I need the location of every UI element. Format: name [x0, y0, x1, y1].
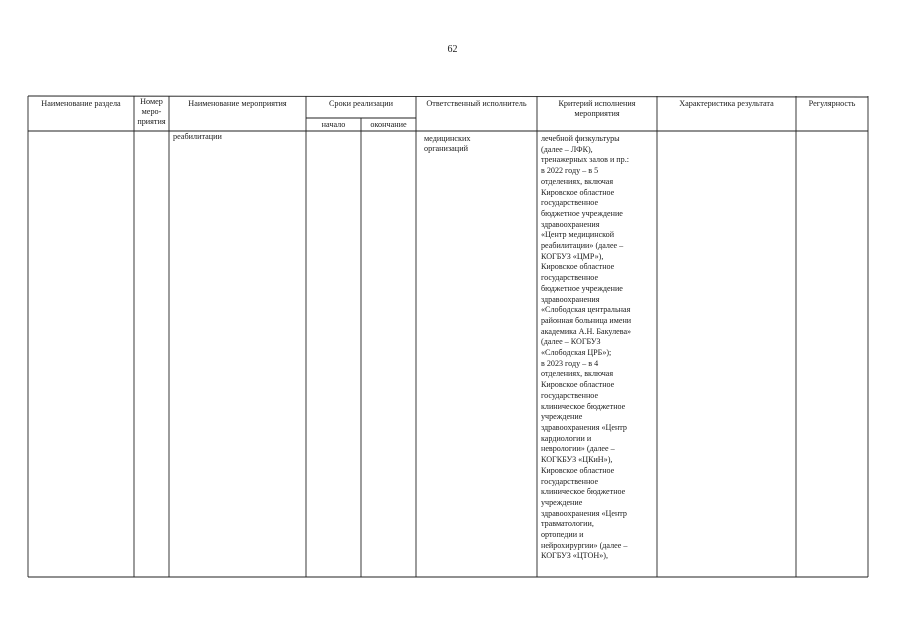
header-period-end: окончание [370, 120, 407, 129]
header-regularity: Регулярность [808, 99, 856, 108]
header-criterion: Критерий исполнения мероприятия [558, 99, 636, 119]
header-executor: Ответственный исполнитель [426, 99, 527, 108]
header-period-start: начало [321, 120, 346, 129]
event-name-cell: реабилитации [173, 132, 222, 141]
header-event-number: Номер меро- приятия [137, 97, 166, 126]
criterion-cell: лечебной физкультуры (далее – ЛФК), тренажерных залов и пр.: в 2022 году – в 5 отделениях, включая Кировское областное государственное бюджетное учреждение здравоохранения «Центр медицинской реабилитации» (далее – КОГБУЗ «ЦМР»), Кировское областное государственное бюджетное учреждение здравоохранения «Слободская центральная районная больница имени академика А.Н. Бакулева» (далее – КОГБУЗ «Слободская ЦРБ»); в 2023 году – в 4 отделениях, включая Кировское областное государственное клиническое бюджетное учреждение здравоохранения «Центр кардиологии и неврологии» (далее – КОГКБУЗ «ЦКиН»), Кировское областное государственное клиническое бюджетное учреждение здравоохранения «Центр травматологии, ортопедии и нейрохирургии» (далее – КОГБУЗ «ЦТОН»), [541, 134, 632, 561]
header-period: Сроки реализации [328, 99, 394, 108]
header-section-name: Наименование раздела [41, 99, 121, 108]
page-number: 62 [447, 44, 458, 55]
executor-cell: медицинских организаций [424, 134, 471, 154]
header-event-name: Наименование мероприятия [188, 99, 287, 108]
header-result: Характеристика результата [679, 99, 774, 108]
